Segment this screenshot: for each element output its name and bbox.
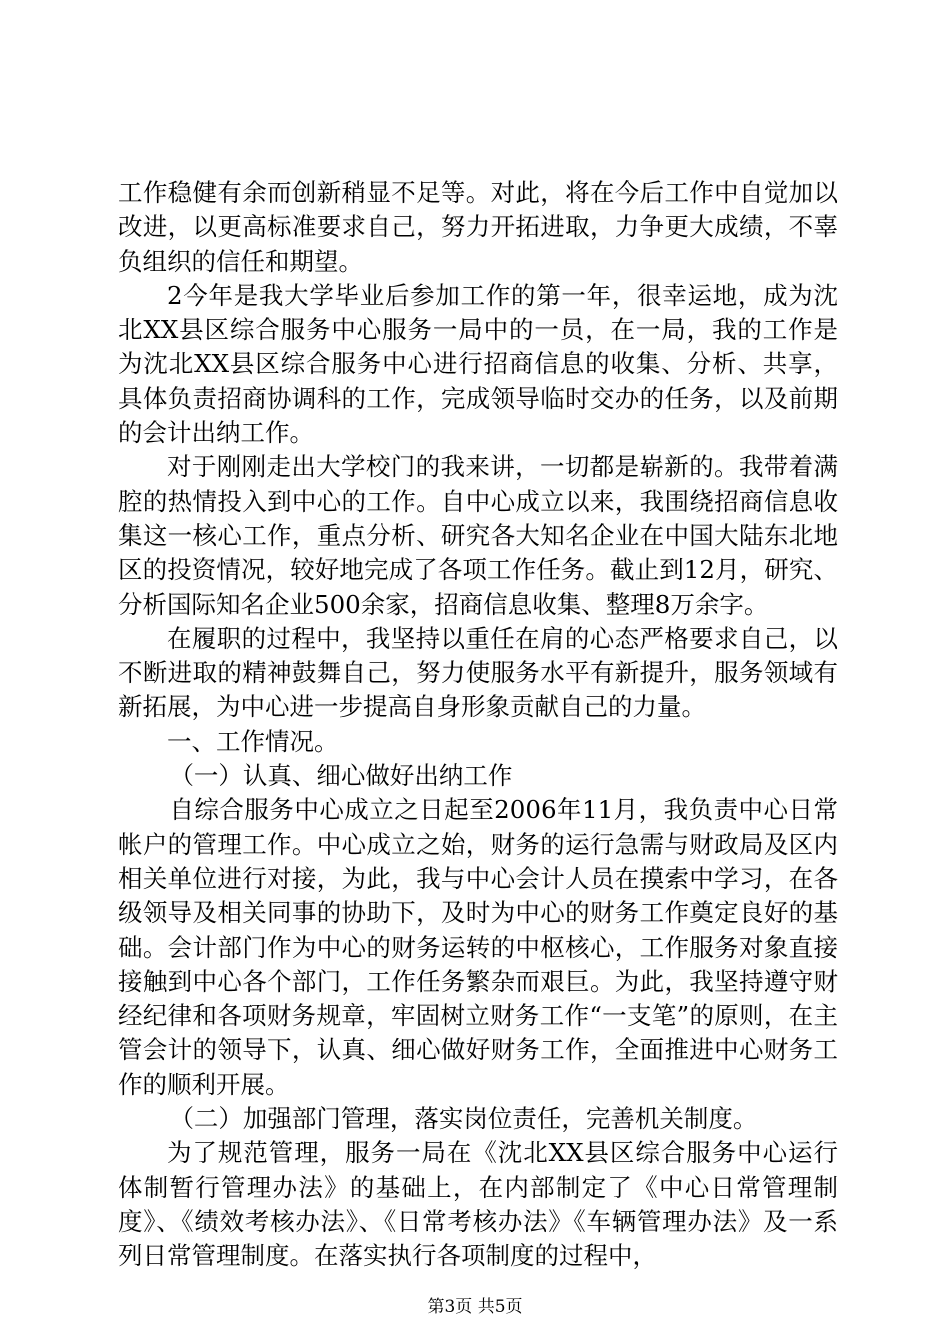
paragraph-regulations: 为了规范管理，服务一局在《沈北XX县区综合服务中心运行体制暂行管理办法》的基础上，在内部制定了《中心日常管理制度》、《绩效考核办法》、《日常考核办法》《车辆管理办法》及一系列日常管理制度。在落实执行各项制度的过程中， bbox=[118, 1138, 838, 1271]
paragraph-duty-attitude: 在履职的过程中，我坚持以重任在肩的心态严格要求自己，以不断进取的精神鼓舞自己，努力使服务水平有新提升，服务领域有新拓展，为中心进一步提高自身形象贡献自己的力量。 bbox=[118, 623, 838, 722]
subheading-cashier-work: （一）认真、细心做好出纳工作 bbox=[169, 761, 513, 791]
section-heading-work-situation: 一、工作情况。 bbox=[167, 726, 339, 756]
paragraph-new-graduate: 对于刚刚走出大学校门的我来讲，一切都是崭新的。我带着满腔的热情投入到中心的工作。自中心成立以来，我围绕招商信息收集这一核心工作，重点分析、研究各大知名企业在中国大陆东北地区的投资情况，较好地完成了各项工作任务。截止到12月，研究、分析国际知名企业500余家，招商信息收集、整理8万余字。 bbox=[118, 452, 838, 619]
paragraph-first-year: 2今年是我大学毕业后参加工作的第一年，很幸运地，成为沈北XX县区综合服务中心服务一局中的一员，在一局，我的工作是为沈北XX县区综合服务中心进行招商信息的收集、分析、共享，具体负责招商协调科的工作，完成领导临时交办的任务，以及前期的会计出纳工作。 bbox=[118, 280, 838, 448]
paragraph-cashier-work: 自综合服务中心成立之日起至2006年11月，我负责中心日常帐户的管理工作。中心成立之始，财务的运行急需与财政局及区内相关单位进行对接，为此，我与中心会计人员在摸索中学习，在各级领导及相关同事的协助下，及时为中心的财务工作奠定良好的基础。会计部门作为中心的财务运转的中枢核心，工作服务对象直接接触到中心各个部门，工作任务繁杂而艰巨。为此，我坚持遵守财经纪律和各项财务规章，牢固树立财务工作“一支笔”的原则，在主管会计的领导下，认真、细心做好财务工作，全面推进中心财务工作的顺利开展。 bbox=[118, 795, 838, 1099]
paragraph-continuation: 工作稳健有余而创新稍显不足等。对此，将在今后工作中自觉加以改进，以更高标准要求自己，努力开拓进取，力争更大成绩，不辜负组织的信任和期望。 bbox=[118, 178, 838, 276]
subheading-department-management: （二）加强部门管理，落实岗位责任，完善机关制度。 bbox=[169, 1104, 758, 1134]
document-body bbox=[118, 176, 838, 1274]
page-footer: 第3页 共5页 bbox=[427, 1297, 523, 1317]
